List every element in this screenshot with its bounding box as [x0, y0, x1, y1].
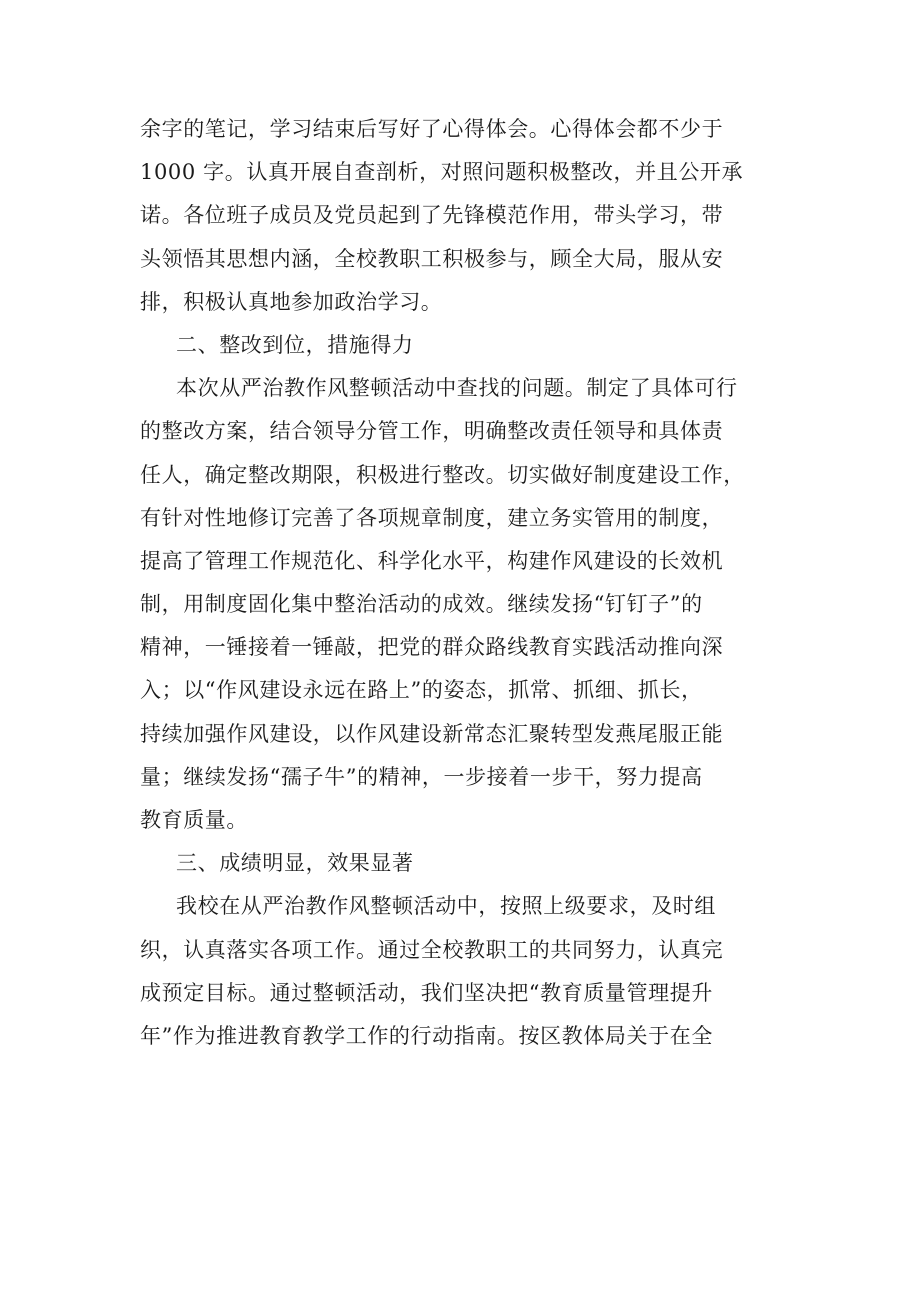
text-line: 制，用制度固化集中整治活动的成效。继续发扬“钉钉子”的 [140, 592, 703, 617]
text-line: 织，认真落实各项工作。通过全校教职工的共同努力，认真完 [140, 937, 724, 962]
document-body [140, 108, 780, 1058]
text-line: 精神，一锤接着一锤敲，把党的群众路线教育实践活动推向深 [140, 635, 724, 660]
text-line: 持续加强作风建设，以作风建设新常态汇聚转型发燕尾服正能 [140, 721, 724, 746]
text-line: 成预定目标。通过整顿活动，我们坚决把“教育质量管理提升 [140, 980, 713, 1005]
text-line: 有针对性地修订完善了各项规章制度，建立务实管用的制度， [140, 505, 724, 530]
text-line: 年”作为推进教育教学工作的行动指南。按区教体局关于在全 [140, 1023, 713, 1048]
text-line: 的整改方案，结合领导分管工作，明确整改责任领导和具体责 [140, 419, 724, 444]
text-line: 提高了管理工作规范化、科学化水平，构建作风建设的长效机 [140, 548, 724, 573]
text-line: 排，积极认真地参加政治学习。 [140, 289, 443, 314]
text-line: 头领悟其思想内涵，全校教职工积极参与，顾全大局，服从安 [140, 246, 724, 271]
text-line: 我校在从严治教作风整顿活动中，按照上级要求，及时组 [176, 894, 716, 919]
text-line: 本次从严治教作风整顿活动中查找的问题。制定了具体可行 [176, 376, 738, 401]
text-line: 1000 字。认真开展自查剖析，对照问题积极整改，并且公开承 [140, 160, 744, 185]
text-line: 二、整改到位，措施得力 [176, 332, 414, 357]
text-line: 教育质量。 [140, 808, 248, 832]
text-line: 诺。各位班子成员及党员起到了先锋模范作用，带头学习，带 [140, 203, 724, 228]
text-line: 余字的笔记，学习结束后写好了心得体会。心得体会都不少于 [140, 117, 724, 141]
text-line: 任人，确定整改期限，积极进行整改。切实做好制度建设工作， [140, 462, 745, 487]
text-line: 三、成绩明显，效果显著 [176, 851, 414, 876]
text-line: 量；继续发扬“孺子牛”的精神，一步接着一步干，努力提高 [140, 764, 703, 789]
text-line: 入；以“作风建设永远在路上”的姿态，抓常、抓细、抓长， [140, 678, 703, 703]
